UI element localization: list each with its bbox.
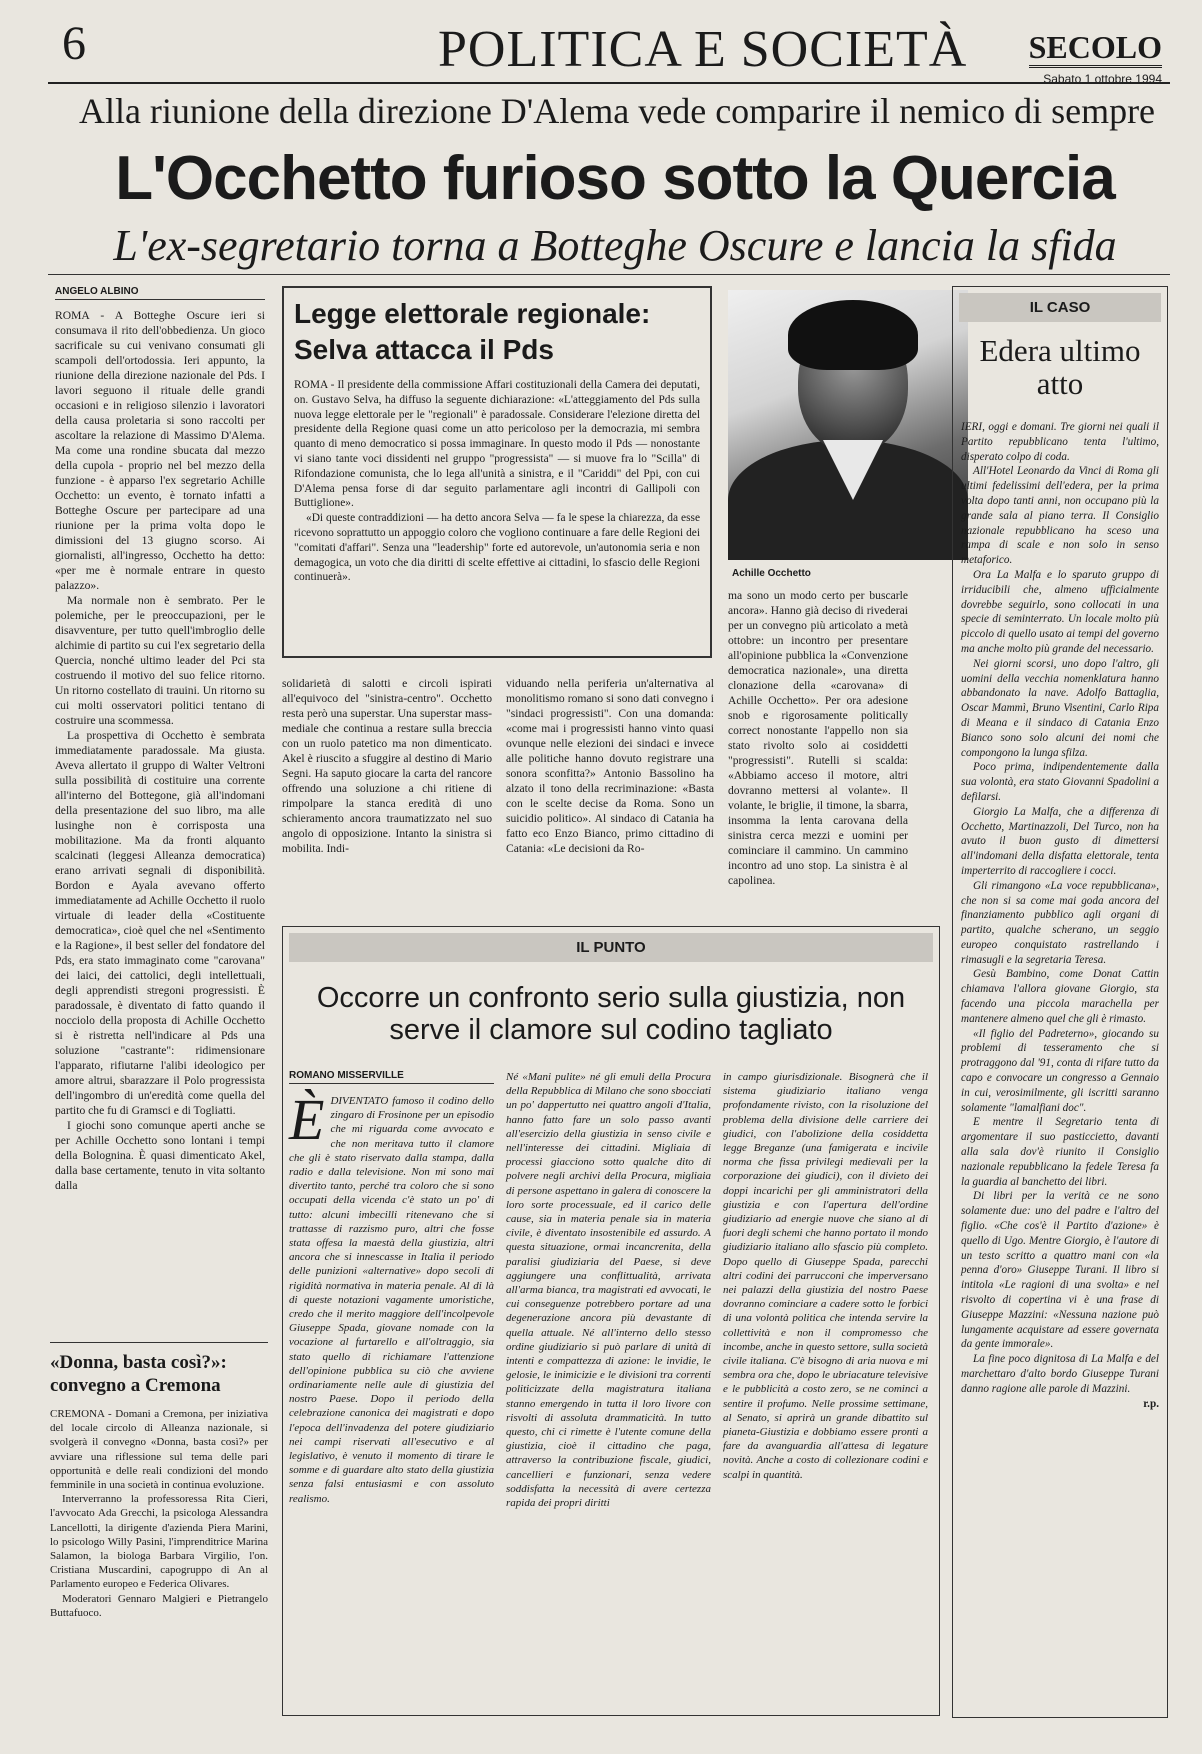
punto-col3 [723, 1070, 928, 1510]
caso-title: Edera ultimo atto [979, 333, 1141, 401]
caso-paragraph: Gli rimangono «La voce repubblicana», che non si sa come mai goda ancora del finanziamento pubblico agli organi di partito, qualche scherano, un seggio europeo conquistato rastrellando i rimasugli e la segretaria Teresa. [961, 879, 1159, 966]
article-paragraph: Ma normale non è sembrato. Per le polemiche, per le preoccupazioni, per le disavventure, per tutto quell'imbroglio delle alchimie di partito su cui l'ex segretario della Quercia, nonché ultimo leader del Pci sta costruendo il motivo del suo felice ritorno. Un ritorno costellato di trauini. Un ritorno su cui molti osservatori politici tentano di costruire una scommessa. [55, 594, 265, 727]
punto-col2 [506, 1070, 711, 1510]
article-paragraph: solidarietà di salotti e circoli ispirati all'equivoco del "sinistra-centro". Occhetto resta però una superstar. Una superstar mass-mediale che continua a restare sulla breccia con un ruolo patetico ma non dimenticato. Akel è riuscito a sfuggire al destino di Mario Segni. Ha saputo giocare la carta del rancore offrendo una soluzione a chi ritiene di rimpolpare la stanca eredità di uno schieramento ancora traumatizzato nel suo angolo di opposizione. Intanto la sinistra si mobilita. Indi- [282, 677, 492, 855]
punto-byline: ROMANO MISSERVILLE [289, 1070, 494, 1084]
main-article-col4 [728, 588, 908, 888]
masthead [1029, 30, 1162, 86]
newspaper-logo: SECOLO [1029, 30, 1162, 68]
caso-paragraph: Gesù Bambino, come Donat Cattin chiamava l'allora giovane Giorgio, sta facendo una piccola marachella per mantenere almeno quel che gli è rimasto. [961, 968, 1159, 1025]
occhetto-photo [728, 290, 968, 560]
caso-paragraph: Ora La Malfa e lo sparuto gruppo di irriducibili che, almeno ufficialmente dovrebbe seguirlo, sono collocati in una specie di seminterrato. Un locale molto più piccolo di quello usato ai tempi del governo ma anche molto più grande del necessario. [961, 568, 1159, 655]
headline-rule [48, 274, 1170, 275]
punto-paragraph: DIVENTATO famoso il codino dello zingaro di Frosinone per un episodio che mi riguarda come avvocato e che non meritava tutto il clamore che gli è stato riservato dalla stampa, dalla radio e dalla televisione. Non mi sono mai divertito tanto, perché tra coloro che si sono occupati della vicenda c'è stato un po' di tutto: alcuni imbecilli ritenevano che si trattasse di razzismo puro, altri che fosse stata offesa la maestà della giustizia, altri ancora che si innescasse in Italia il periodo delle punizioni «alternative» dopo secoli di rigidità normativa in materia penale. Al di là di queste notazioni vagamente umoristiche, credo che il merito maggiore dell'incolpevole Giuseppe Spada, giovane nomade con la vocazione al furtarello e all'oltraggio, sia stato quello di richiamare l'attenzione dell'opinione pubblica su ciò che avviene ordinariamente nelle aule di giustizia del nostro Paese. Dopo il periodo della celebrazione canonica dei magistrati e dopo l'epoca dell'invadenza del potere giudiziario nei campi riservati all'esecutivo e al legislativo, è venuto il momento di tirare le somme e di guardare alto stato della giustizia senza falsi entusiasmi e con assoluto realismo. [289, 1095, 494, 1505]
main-article-col1 [55, 286, 265, 1193]
selva-paragraph: «Di queste contraddizioni — ha detto ancora Selva — fa le spese la chiarezza, da esse ricevono soprattutto un appoggio coloro che vogliono continuare a fare delle Regioni dei "comitati d'affari". Senza una "leadership" forte ed autorevole, un'autonomia seria e non demagogica, un voto che dia diritti di scelte effettive ai cittadini, lo sfascio delle Regioni continuerà». [294, 512, 700, 584]
punto-label: IL PUNTO [289, 933, 933, 962]
caso-paragraph: All'Hotel Leonardo da Vinci di Roma gli ultimi fedelissimi dell'edera, per la prima volta dopo tanti anni, non occupano più la grande sala al piano terra. Il Consiglio nazionale repubblicano ha sceso una rampa di scale e non solo in senso metaforico. [961, 465, 1159, 567]
dropcap: È [289, 1087, 325, 1152]
selva-box-body [294, 378, 700, 585]
article-subhead: L'ex-segretario torna a Botteghe Oscure e lancia la sfida [113, 221, 1117, 270]
caso-label: IL CASO [959, 293, 1161, 322]
article-body-col1 [55, 308, 265, 1193]
main-article-col2 [282, 676, 492, 856]
caso-sidebar [952, 286, 1168, 1718]
punto-columns [283, 1046, 939, 1510]
selva-paragraph: ROMA - Il presidente della commissione Affari costituzionali della Camera dei deputati, on. Gustavo Selva, ha diffuso la seguente dichiarazione: «L'atteggiamento del Pds sulla nuova legge elettorale per le "regionali" è paradossale. Considerare l'elezione diretta del presidente della Regione quasi come un atto pericoloso per la democrazia, mi sembra quanto di meno democratico si possa immaginare. In questo modo il Pds — nonostante vi siano tante voci dissidenti nel gruppo "progressista" — si muove fra lo "Scilla" di Rifondazione comunista, che lo lega all'unità a sinistra, e il "Cariddi" del Ppi, con cui D'Alema pensa forse di dar seguito parlamentare agli incontri di Gallipoli con Buttiglione». [294, 379, 700, 510]
article-byline: ANGELO ALBINO [55, 286, 265, 300]
header-rule [48, 82, 1170, 84]
selva-box-title: Legge elettorale regionale: Selva attacca il Pds [294, 298, 651, 365]
caso-paragraph: IERI, oggi e domani. Tre giorni nei quali il Partito repubblicano tenta l'ultimo, disperato colpo di coda. [961, 421, 1159, 463]
article-paragraph: I giochi sono comunque aperti anche se per Achille Occhetto sono lontani i tempi della Bolognina. È quasi dimenticato Akel, dalla base certamente, tenuto in vita soltanto dalla [55, 1119, 265, 1192]
women-paragraph: Moderatori Gennaro Malgieri e Pietrangelo Buttafuoco. [50, 1592, 268, 1619]
punto-col1 [289, 1070, 494, 1510]
page-number: 6 [62, 17, 86, 70]
women-title: «Donna, basta così?»: convegno a Cremona [50, 1352, 227, 1396]
caso-paragraph: Giorgio La Malfa, che a differenza di Occhetto, Martinazzoli, Del Turco, non ha avuto il buon gusto di dimettersi all'indomani della disfatta elettorale, tenta imperterrito di raccogliere i cocci. [961, 805, 1159, 877]
women-box [50, 1342, 268, 1620]
caso-paragraph: Poco prima, indipendentemente dalla sua volontà, era stato Giovanni Spadolini a defilarsi. [961, 761, 1159, 803]
women-body [50, 1407, 268, 1620]
article-kicker: Alla riunione della direzione D'Alema vede comparire il nemico di sempre [78, 91, 1156, 131]
section-title: POLITICA E SOCIETÀ [438, 21, 968, 78]
punto-paragraph: Né «Mani pulite» né gli emuli della Procura della Repubblica di Milano che sono sbocciati un po' dappertutto nei quattro angoli d'Italia, hanno fatto fare un solo passo avanti all'esercizio della giustizia in senso civile e nell'interesse dei cittadini. Migliaia di processi giacciono sotto qualche dito di polvere negli archivi della Procura, migliaia di persone aspettano in galera di conoscere la loro sorte processuale, ed il carico delle cause, sia in materia penale sia in materia civile, è diventato insostenibile ed assurdo. A questa situazione, ormai incancrenita, della paralisi giudiziaria del Paese, si deve aggiungere una conflittualità, arrivata all'arma bianca, tra magistrati ed avvocati, le cui conseguenze potrebbero portare ad una degenerazione ancora più devastante di quella attuale. Né all'interno dello stesso ordine giudiziario si può parlare di unità di intenti e compattezza di azione: le invidie, le gelosie, le inimicizie e le divisioni tra correnti politicizzate della magistratura italiana stanno emergendo in tutta il loro livore con risvolti di assoluta drammaticità. In tutto questo, chi ci rimette è l'utente comune della giustizia, cioè il cittadino che paga, attraverso la contribuzione fiscale, giudici, cancellieri e funzionari, senza vedere soddisfatta la necessità di avere certezza rapida dei propri diritti [506, 1071, 711, 1510]
punto-paragraph: in campo giurisdizionale. Bisognerà che il sistema giudiziario italiano venga profondamente rivisto, con la risoluzione del problema della divisione delle carriere dei giudici, con l'abolizione della cosiddetta legge Breganze (una famigerata e incivile norma che fissa privilegi medievali per la corporazione dei giudici), con il divieto dei doppi incarichi per gli amministratori della giustizia e con l'apertura dell'ordine giudiziario ad energie nuove che siano al di fuori degli schemi che hanno portato il mondo giudiziario italiano allo sfascio più completo. Dopo quello di Giuseppe Spada, parecchi altri codini dei parrucconi che imperversano nei palazzi della giustizia del nostro Paese dovranno cominciare a cadere sotto le forbici di una volontà politica che intenda servire la collettività e non il compromesso che incombe, anche in questo settore, sulla società civile italiana. C'è bisogno di aria nuova e mi sembra ora che, dopo le ubriacature televisive e le pubblicità a costo zero, se ne cominci a sentire il profumo. Nelle prossime settimane, al Senato, si aprirà un grande dibattito sul pianeta-Giustizia e dobbiamo essere pronti a fare da avanguardia all'attesa di legature novità. Anche a costo di collezionare codini e scalpi in quantità. [723, 1071, 928, 1481]
caso-paragraph: E mentre il Segretario tenta di argomentare il suo pasticcietto, davanti alla sala dov'è riunito il Consiglio nazionale repubblicano la fedele Teresa fa la guardia al banchetto dei libri. [961, 1116, 1159, 1188]
women-paragraph: Interverranno la professoressa Rita Cieri, l'avvocato Ada Grecchi, la psicologa Alessandra Lancellotti, la dirigente d'azienda Piera Marini, lo psicologo Willy Pasini, l'imprenditrice Marina Salamon, la biologa Barbara Virgilio, l'on. Cristiana Muscardini, capogruppo di An al Parlamento europeo e Federica Olivares. [50, 1493, 268, 1591]
issue-date: Sabato 1 ottobre 1994 [1043, 72, 1162, 87]
article-paragraph: ROMA - A Botteghe Oscure ieri si consumava il rito dell'obbedienza. Un gioco sacrificale su cui venivano consumati gli scampoli dell'ortodossia. Ieri appunto, la riunione della direzione nazionale del Pds. I lavori seguono il rituale delle grandi occasioni e in religioso silenzio i lavoratori della causa proletaria si sono raccolti per ascoltare la relazione di Massimo D'Alema. Ma come una rondine sbucata dal mezzo della cupola - proprio nel bel mezzo della funzione - è apparso l'ex segretario Achille Occhetto: un evento, è tornato infatti a Botteghe Oscure per partecipare ad una riunione per la prima volta dopo le dimissioni del 13 giugno scorso. Ai giornalisti, all'ingresso, Occhetto ha detto: «per me è normale entrare in questo palazzo». [55, 309, 265, 592]
article-paragraph: ma sono un modo certo per buscarle ancora». Hanno già deciso di rivederai per un convegno più articolato a metà ottobre: un incontro per presentare all'opinione pubblica la «Convenzione democratica nazionale», una diretta clonazione della «carovana» di Achille Occhetto». Per ora adesione snob e rigorosamente politically correct nonostante l'appello non sia stato rivolto solo ai cosiddetti "progressisti". Rutelli si scalda: «Abbiamo acceso il motore, altri dovranno mettersi al volante». Il volante, le briglie, il timone, la sbarra, insomma la lenta carovana della sinistra cerca mezzi e uomini per cominciare il cammino. Un cammino incontro ad uno stop. La sinistra è al capolinea. [728, 589, 908, 887]
women-paragraph: CREMONA - Domani a Cremona, per iniziativa del locale circolo di Alleanza nazionale, si svolgerà il convegno «Donna, basta così?» per avviare una riflessione sul tema delle pari opportunità e delle reali condizioni del mondo femminile in una società in continua evoluzione. [50, 1408, 268, 1492]
punto-box [282, 926, 940, 1716]
caso-paragraph: «Il figlio del Padreterno», giocando su problemi di tesseramento che si protraggono dal '91, conta di rifare tutto da capo e convocare un congresso a Gennaio in cui, verosimilmente, gli iscritti saranno solamente "lamalfiani doc". [961, 1027, 1159, 1114]
punto-title: Occorre un confronto serio sulla giustizia, non serve il clamore sul codino tagliato [316, 982, 906, 1046]
photo-caption: Achille Occhetto [732, 568, 811, 579]
caso-paragraph: La fine poco dignitosa di La Malfa e del marchettaro d'alto bordo Giuseppe Turani danno ragione alle parole di Mazzini. [961, 1353, 1159, 1395]
main-article-col3 [506, 676, 714, 856]
selva-box [282, 286, 712, 658]
caso-signature: r.p. [1143, 1397, 1159, 1410]
caso-body [953, 400, 1167, 1411]
caso-paragraph: Di libri per la verità ce ne sono solamente due: uno del padre e l'altro del figlio. «Che cos'è il Partito d'azione» è quello di Ugo. Mentre Giorgio, è l'autore di un testo scritto a quattro mani con «la penna d'oro» Giuseppe Turani. Il libro si intitola «Le ragioni di una svolta» e nel risvolto di copertina vi è una frase di Giuseppe Mazzini: «Nessuna nazione può lungamente acquistare ad essere governata da gente immorale». [961, 1190, 1159, 1351]
article-paragraph: viduando nella periferia un'alternativa al monolitismo romano si sono dati convegno i "sindaci progressisti". Con una domanda: «come mai i progressisti hanno vinto quasi ovunque nelle elezioni dei sindaci e invece alle politiche hanno dovuto registrare una sonora sconfitta?» Antonio Bassolino ha alzato il tono della recriminazione: «Basta con le scelte decise da Roma. Sono un suicidio politico». Al sindaco di Catania ha fatto eco Enzo Bianco, primo cittadino di Catania: «Le decisioni da Ro- [506, 677, 714, 855]
article-paragraph: La prospettiva di Occhetto è sembrata immediatamente paradossale. Ma giusta. Aveva allertato il gruppo di Walter Veltroni sulla possibilità di costituire una corrente all'interno del Bottegone, già all'indomani della presentazione del suo libro, ma alle lusinghe non è corrisposta una mobilitazione. Ma da fronti alquanto scalcinati (leggesi Alleanza democratica) erano arrivati segnali di disponibilità. Bordon e Ayala avevano offerto immediatamente ad Achille Occhetto il ruolo virtuale di leader della «Costituente democratica», cioè quel che nel «Sentimento e la Ragione», il best seller del fondatore del Pds, era stato immaginato come "carovana" dei laici, dei cattolici, degli intellettuali, degli apprendisti stregoni progressisti. È paradossale, è diventato di fatto quando il nocciolo della proposta di Achille Occhetto si è ristretta nell'indicare al Pds una soluzione "castrante": ridimensionare l'apparato, rifiutarne l'alibi ideologico per amore altrui, sbarazzare il Polo progressista dell'ingombro di un'eredità come quella del partito che fu di Gramsci e di Togliatti. [55, 729, 265, 1117]
article-headline: L'Occhetto furioso sotto la Quercia [115, 144, 1115, 213]
caso-paragraph: Nei giorni scorsi, uno dopo l'altro, gli uomini della vecchia nomenklatura hanno abbandonato la nave. Adolfo Battaglia, Oscar Mammì, Bruno Visentini, Carlo Ripa di Meana e il sindaco di Catania Enzo Bianco sono solo alcuni dei nomi che compongono la lunga sfilza. [961, 657, 1159, 759]
